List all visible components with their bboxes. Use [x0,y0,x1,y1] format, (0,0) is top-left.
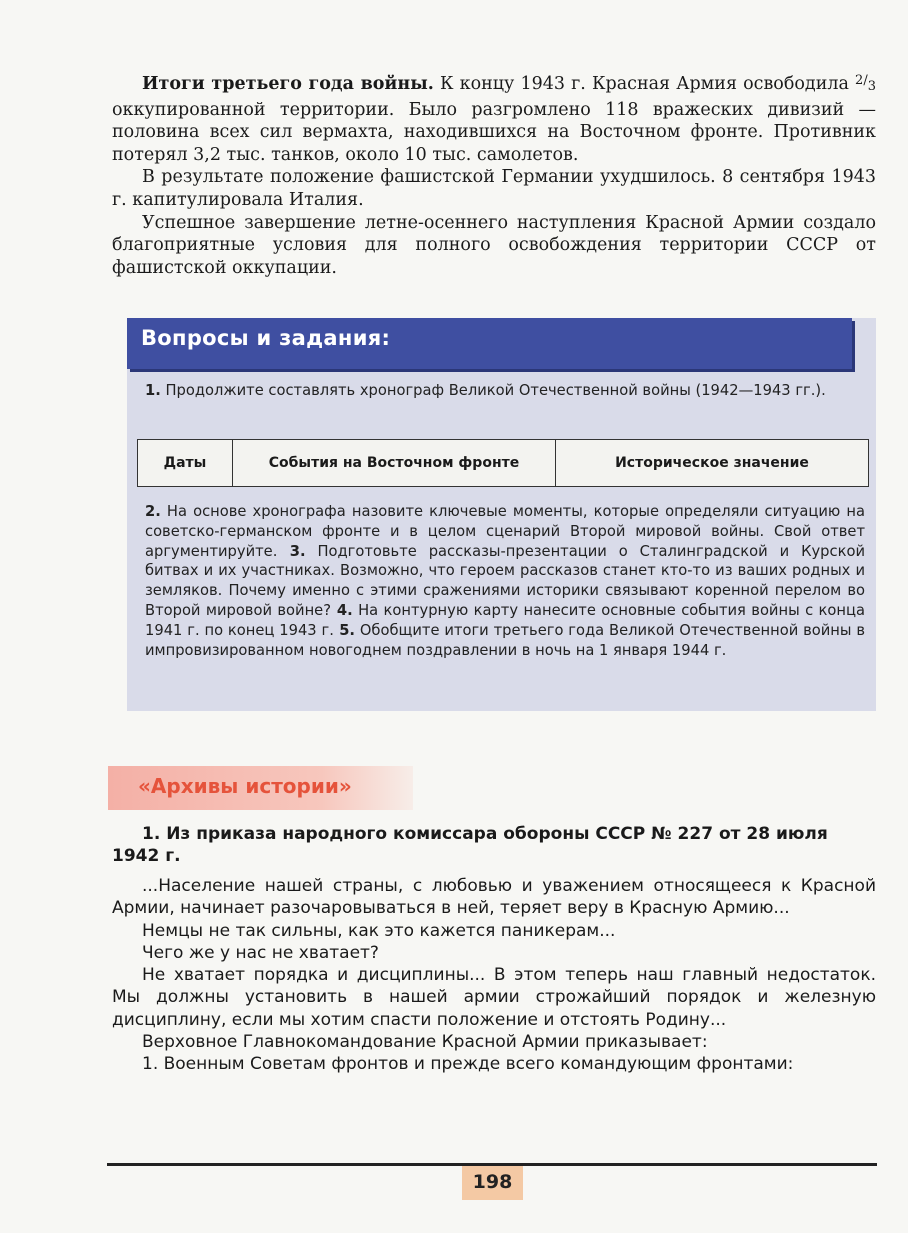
question-text: На контурную карту нанесите основные события войны с конца 1941 г. по конец 1943 г. [145,601,865,639]
question-text: Продолжите составлять хронограф Великой Отечественной войны (1942—1943 гг.). [160,382,826,399]
question-number: 2. [145,503,161,520]
fraction-denominator: 3 [867,79,876,94]
column-header-dates: Даты [138,440,233,486]
document-paragraph: Чего же у нас не хватает? [142,942,379,963]
paragraph-text: К концу 1943 г. Красная Армия освободила [433,74,856,94]
column-header-significance: Историческое значение [615,455,809,471]
document-heading: 1. Из приказа народного комиссара обороны СССР № 227 от 28 июля 1942 г. [112,824,828,866]
archive-title: «Архивы истории» [138,774,352,798]
questions-header [127,318,852,369]
questions-2-5 [145,502,865,660]
document-paragraph: Верховное Главнокомандование Красной Армии приказывает: [142,1032,708,1053]
fraction-numerator: 2 [855,73,864,88]
document-paragraph: ...Население нашей страны, с любовью и уважением относящееся к Красной Армии, начинает разочаровываться в ней, теряет веру в Красную Армию... [112,876,876,919]
questions-title: Вопросы и задания: [141,326,391,350]
questions-box [127,318,876,711]
question-number: 1. [145,382,161,399]
archive-banner [108,766,413,810]
paragraph-text: оккупированной территории. Было разгромлено 118 вражеских дивизий — половина всех сил вермахта, находившихся на Восточном фронте. Противник потерял 3,2 тыс. танков, около 10 тыс. самолетов. [112,99,876,165]
question-text: Подготовьте рассказы-презентации о Сталинградской и Курской битвах и их участниках. Возможно, что героем рассказов станет кто-то из ваших родных и земляков. Почему именно с этими сражениями историки связывают коренной перелом во Второй мировой войне? [145,542,865,619]
question-1 [145,381,865,401]
paragraph-italy: В результате положение фашистской Германии ухудшилось. 8 сентября 1943 г. капитулировала Италия. [112,167,876,210]
paragraph-offensive: Успешное завершение летне-осеннего наступления Красной Армии создало благоприятные условия для полного освобождения территории СССР от фашистской оккупации. [112,212,876,278]
question-text: На основе хронографа назовите ключевые моменты, которые определяли ситуацию на советско-германском фронте и в целом сценарий Второй мировой войны. Свой ответ аргументируйте. [145,503,865,560]
question-text: Обобщите итоги третьего года Великой Отечественной войны в импровизированном новогоднем поздравлении в ночь на 1 января 1944 г. [145,621,865,659]
question-number: 5. [333,621,356,639]
fraction [855,73,876,94]
column-header-events: События на Восточном фронте [233,440,556,486]
question-number: 4. [331,601,353,619]
chronograph-table [137,439,869,487]
page-number: 198 [472,1171,513,1193]
document-paragraph: Немцы не так сильны, как это кажется паникерам... [142,920,616,941]
fraction-slash: / [863,73,868,88]
results-heading: Итоги третьего года войны. [142,74,434,94]
document-body [112,875,876,1076]
document-paragraph: 1. Военным Советам фронтов и прежде всего командующим фронтами: [142,1054,794,1075]
question-number: 3. [277,542,306,560]
summary-text [112,70,876,279]
page-number-box [462,1166,523,1200]
paragraph-results [112,70,876,166]
document-paragraph: Не хватает порядка и дисциплины... В этом теперь наш главный недостаток. Мы должны установить в нашей армии строжайший порядок и железную дисциплину, если мы хотим спасти положение и отстоять Родину... [112,965,876,1030]
